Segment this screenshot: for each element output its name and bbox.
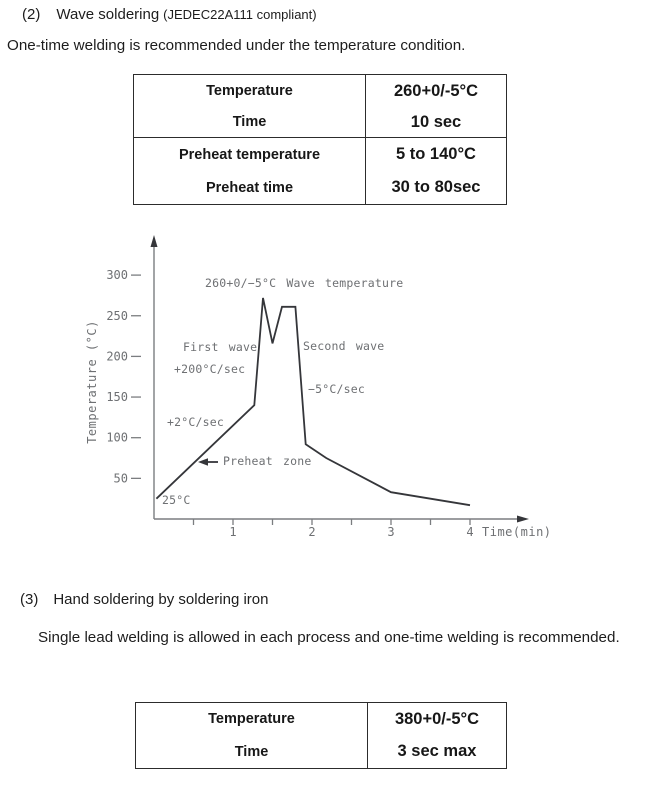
- preheat-zone-label: Preheat zone: [223, 454, 312, 468]
- table-cell-label: Temperature: [136, 703, 368, 735]
- y-tick-label: 50: [113, 471, 128, 486]
- table-cell-label: Preheat temperature: [134, 137, 366, 171]
- hand-soldering-note: Single lead welding is allowed in each process and one-time welding is recommended.: [38, 629, 620, 646]
- section-2-number: (2): [22, 6, 41, 23]
- wave-temperature-profile-chart: [80, 232, 560, 544]
- y-tick-label: 250: [106, 308, 128, 323]
- table-cell-value: 260+0/-5°C: [393, 81, 479, 100]
- wave-temp-label: 260+0/−5°C Wave temperature: [205, 276, 404, 290]
- x-tick-label: 1: [229, 525, 237, 539]
- table-cell-value: 30 to 80sec: [391, 178, 481, 196]
- section-2-subtitle: (JEDEC22A111 compliant): [163, 7, 317, 22]
- temperature-axis-label: Temperature (°C): [85, 320, 99, 444]
- y-tick-label: 100: [106, 430, 128, 445]
- first-wave-label: First wave: [183, 340, 258, 354]
- section-2-heading: [22, 6, 317, 23]
- temperature-profile-line: [156, 298, 470, 505]
- x-tick-label: 3: [387, 525, 395, 539]
- table-cell-label: Time: [136, 735, 368, 768]
- y-axis-arrow-icon: [151, 235, 158, 247]
- section-3-number: (3): [20, 591, 39, 608]
- preheat-rate: +2°C/sec: [167, 415, 224, 429]
- y-tick-label: 150: [106, 390, 128, 405]
- chart-dynamic-layer: [85, 268, 552, 539]
- start-temp-label: 25°C: [162, 493, 191, 507]
- hand-soldering-table: [135, 702, 507, 769]
- time-axis-label: Time(min): [482, 525, 552, 539]
- second-wave-rate: −5°C/sec: [308, 382, 365, 396]
- section-3-heading: [20, 591, 268, 608]
- y-tick-label: 200: [106, 349, 128, 364]
- x-tick-label: 2: [308, 525, 316, 539]
- table-cell-label: Temperature: [134, 75, 366, 107]
- wave-soldering-table: [133, 74, 507, 205]
- table-cell-label: Time: [134, 107, 366, 137]
- table-cell-value: 5 to 140°C: [366, 137, 506, 171]
- intro-paragraph: One-time welding is recommended under the temperature condition.: [7, 37, 466, 54]
- preheat-arrow-icon: [198, 458, 208, 466]
- second-wave-label: Second wave: [303, 339, 385, 353]
- table-cell-label: Preheat time: [134, 171, 366, 204]
- table-cell-value: 10 sec: [410, 112, 462, 131]
- x-tick-label: 4: [466, 525, 474, 539]
- y-tick-label: 300: [106, 268, 128, 283]
- first-wave-rate: +200°C/sec: [174, 362, 246, 376]
- table-cell-value: 380+0/-5°C: [394, 709, 480, 728]
- wave-chart-svg: [80, 232, 560, 544]
- table-cell-value: 3 sec max: [397, 742, 477, 760]
- section-2-title: Wave soldering: [56, 6, 160, 23]
- section-3-title: Hand soldering by soldering iron: [53, 591, 269, 608]
- x-axis-arrow-icon: [517, 516, 529, 523]
